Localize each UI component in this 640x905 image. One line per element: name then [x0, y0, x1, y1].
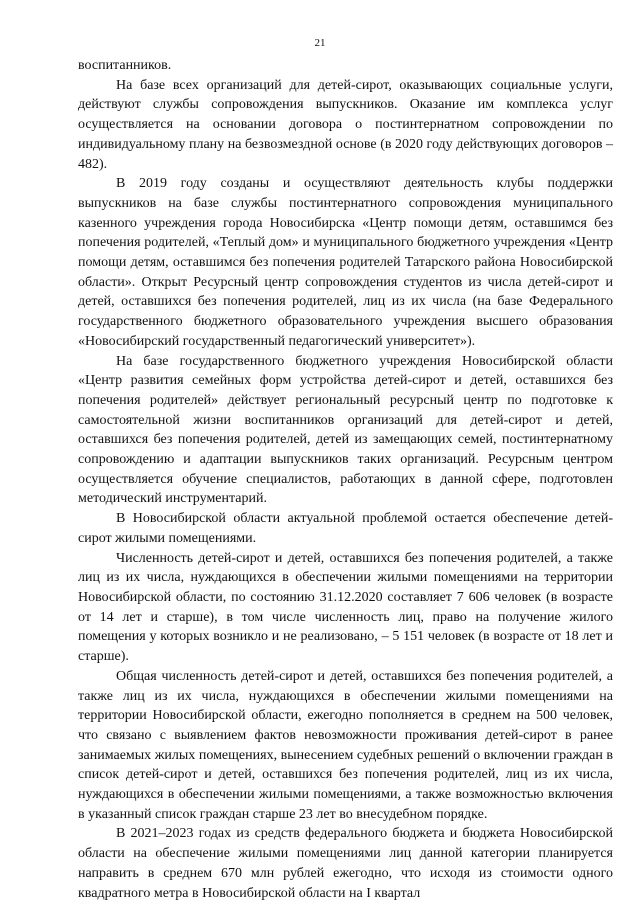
paragraph-regional-resource-center: На базе государственного бюджетного учреждения Новосибирской области «Центр развития семейных форм устройства детей-сирот и детей, оставшихся без попечения родителей» действует региональный ресурсный центр по подготовке к самостоятельной жизни воспитанников организаций для детей-сирот и детей, оставшихся без попечения родителей, детей из замещающих семей, постинтернатному сопровождению и адаптации выпускников таких организаций. Ресурсным центром осуществляется обучение специалистов, работающих в данной сфере, подготовлен методический инструментарий. [78, 353, 613, 507]
paragraph-continuation: воспитанников. [78, 58, 172, 73]
paragraph-housing-problem: В Новосибирской области актуальной проблемой остается обеспечение детей-сирот жилыми помещениями. [78, 511, 613, 546]
page-number: 21 [314, 37, 326, 49]
paragraph-graduate-support-services: На базе всех организаций для детей-сирот, оказывающих социальные услуги, действуют службы сопровождения выпускников. Оказание им комплекса услуг осуществляется на основании договора о постинтернатном сопровождении по индивидуальному плану на безвозмездной основе (в 2020 году действующих договоров – 482). [78, 77, 613, 172]
document-body [78, 56, 613, 903]
paragraph-housing-need-statistics: Численность детей-сирот и детей, оставшихся без попечения родителей, а также лиц из их числа, нуждающихся в обеспечении жилыми помещениями на территории Новосибирской области, по состоянию 31.12.2020 составляет 7 606 человек (в возрасте от 14 лет и старше), в том числе численность лиц, право на получение жилого помещения у которых возникло и не реализовано, – 5 151 человек (в возрасте от 18 лет и старше). [78, 550, 613, 665]
paragraph-support-clubs-2019: В 2019 году созданы и осуществляют деятельность клубы поддержки выпускников на базе службы постинтернатного сопровождения муниципального казенного учреждения города Новосибирска «Центр помощи детям, оставшимся без попечения родителей, «Теплый дом» и муниципального бюджетного учреждения «Центр помощи детям, оставшимся без попечения родителей Татарского района Новосибирской области». Открыт Ресурсный центр сопровождения студентов из числа детей-сирот и детей, оставшихся без попечения родителей, лиц из их числа (на базе Федерального государственного бюджетного образовательного учреждения высшего образования «Новосибирский государственный педагогический университет»). [78, 176, 613, 349]
paragraph-annual-growth: Общая численность детей-сирот и детей, оставшихся без попечения родителей, а также лиц из их числа, нуждающихся в обеспечении жилыми помещениями на территории Новосибирской области, ежегодно пополняется в среднем на 500 человек, что связано с выявлением фактов невозможности проживания детей-сирот в ранее занимаемых жилых помещениях, вынесением судебных решений о включении граждан в список детей-сирот и детей, оставшихся без попечения родителей, лиц из их числа, нуждающихся в обеспечении жилыми помещениями, а также возможностью включения в указанный список граждан старше 23 лет во внесудебном порядке. [78, 668, 613, 822]
paragraph-funding-2021-2023: В 2021–2023 годах из средств федерального бюджета и бюджета Новосибирской области на обеспечение жилыми помещениями лиц данной категории планируется направить в среднем 670 млн рублей ежегодно, что исходя из стоимости одного квадратного метра в Новосибирской области на I квартал [78, 826, 613, 901]
